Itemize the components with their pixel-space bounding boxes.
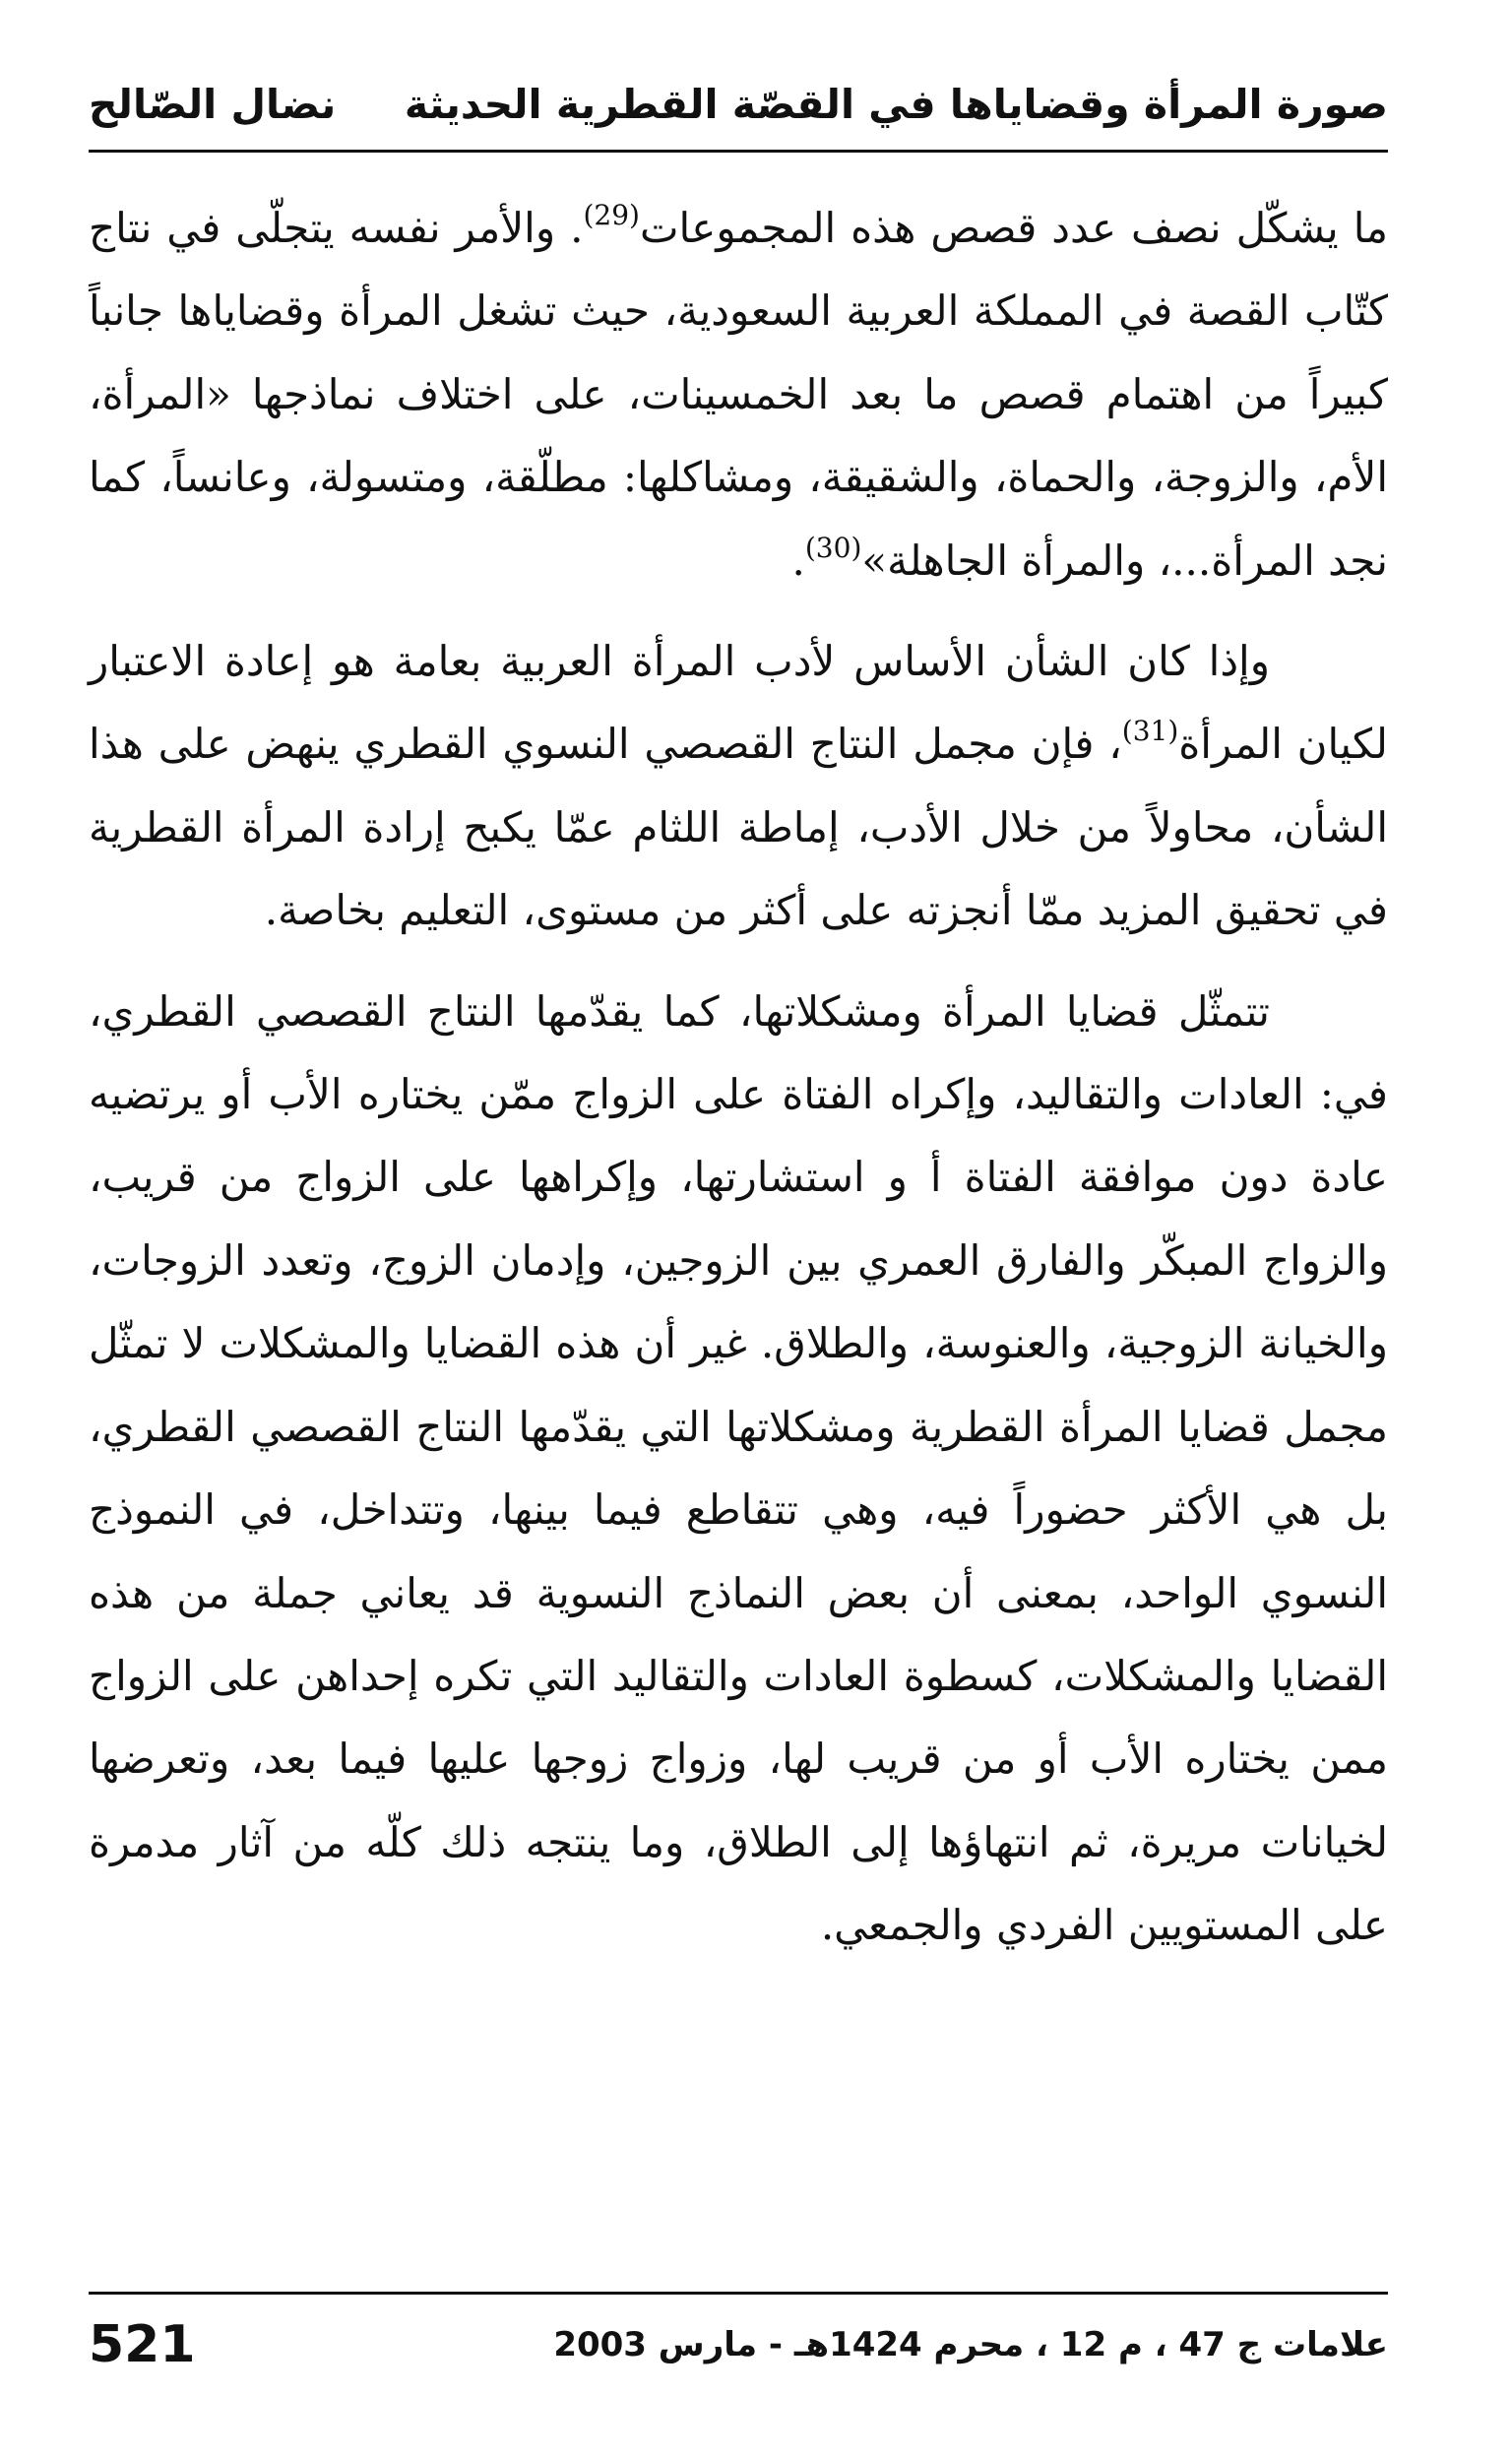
paragraph-1-text-b: . والأمر نفسه يتجلّى في نتاج كتّاب القصة في المملكة العربية السعودية، حيث تشغل المرأة وقضاياها جانباً كبيراً من اهتمام قصص ما بعد الخمسينات، على اختلاف نماذجها «المرأة، الأم، والزوجة، والحماة، والشقيقة، ومشاكلها: مطلّقة، ومتسولة، وعانساً، كما نجد المرأة...، والمرأة الجاهلة» (89, 204, 1388, 585)
paragraph-2-text-a: وإذا كان الشأن الأساس لأدب المرأة العربية بعامة هو إعادة الاعتبار لكيان المرأة (89, 637, 1388, 769)
paragraph-1 (89, 187, 1388, 602)
journal-info: علامات ج 47 ، م 12 ، محرم 1424هـ - مارس 2003 (553, 2325, 1388, 2364)
footnote-ref-30: (30) (804, 531, 862, 564)
paragraph-1-text-c: . (791, 536, 805, 585)
footnote-ref-31: (31) (1121, 715, 1179, 748)
document-page (89, 39, 1388, 2422)
footnote-ref-29: (29) (583, 199, 640, 231)
paragraph-3 (89, 971, 1388, 1968)
running-header-title: صورة المرأة وقضاياها في القصّة القطرية الحديثة (404, 81, 1388, 128)
paragraph-1-text-a: ما يشكّل نصف عدد قصص هذه المجموعات (639, 204, 1389, 252)
running-header (89, 59, 1388, 158)
body-text (89, 187, 1388, 1968)
page-footer (89, 2311, 1388, 2390)
footer-rule (89, 2292, 1388, 2295)
paragraph-2 (89, 620, 1388, 953)
paragraph-2-text-b: ، فإن مجمل النتاج القصصي النسوي القطري ينهض على هذا الشأن، محاولاً من خلال الأدب، إماطة اللثام عمّا يكبح إرادة المرأة القطرية في تحقيق المزيد ممّا أنجزته على أكثر من مستوى، التعليم بخاصة. (89, 720, 1388, 935)
page-number: 521 (89, 2315, 196, 2374)
running-header-author: نضال الصّالح (89, 81, 337, 128)
paragraph-3-text: تتمثّل قضايا المرأة ومشكلاتها، كما يقدّمها النتاج القصصي القطري، في: العادات والتقاليد، وإكراه الفتاة على الزواج ممّن يختاره الأب أو يرتضيه عادة دون موافقة الفتاة أ و استشارتها، وإكراهها على الزواج من قريب، والزواج المبكّر والفارق العمري بين الزوجين، وإدمان الزوج، وتعدد الزوجات، والخيانة الزوجية، والعنوسة، والطلاق. غير أن هذه القضايا والمشكلات لا تمثّل مجمل قضايا المرأة القطرية ومشكلاتها التي يقدّمها النتاج القصصي القطري، بل هي الأكثر حضوراً فيه، وهي تتقاطع فيما بينها، وتتداخل، في النموذج النسوي الواحد، بمعنى أن بعض النماذج النسوية قد يعاني جملة من هذه القضايا والمشكلات، كسطوة العادات والتقاليد التي تكره إحداهن على الزواج ممن يختاره الأب أو من قريب لها، وزواج زوجها عليها فيما بعد، وتعرضها لخيانات مريرة، ثم انتهاؤها إلى الطلاق، وما ينتجه ذلك كلّه من آثار مدمرة على المستويين الفردي والجمعي. (89, 986, 1389, 1950)
header-rule (89, 150, 1388, 153)
